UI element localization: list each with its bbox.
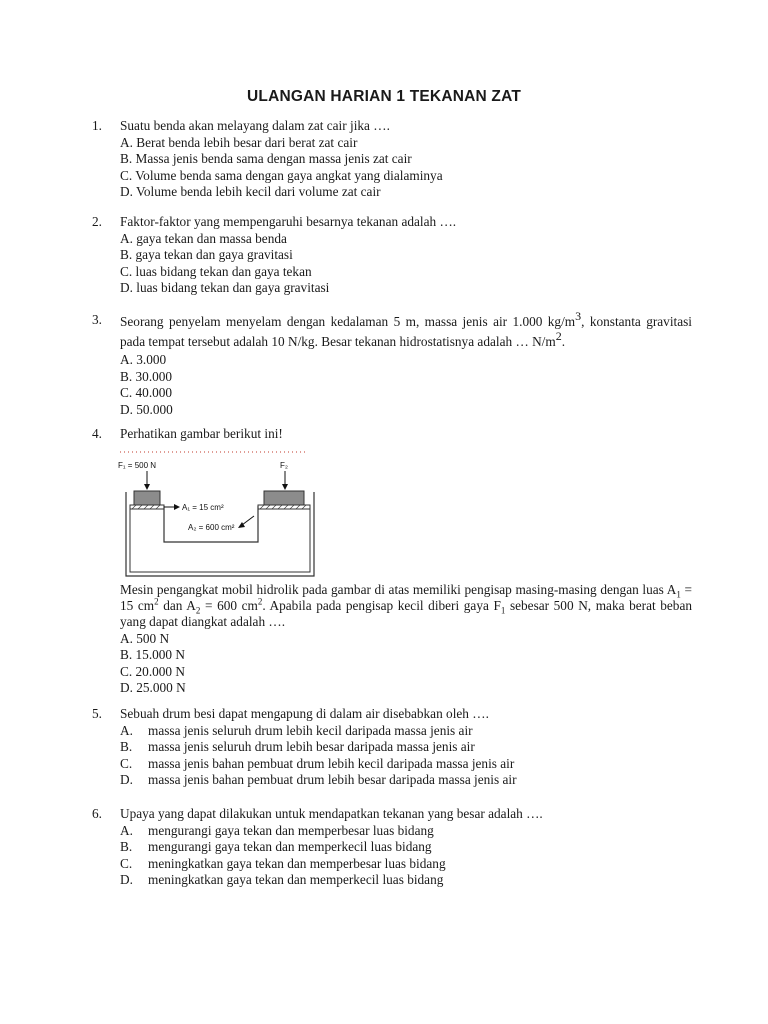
question-4-body (92, 582, 692, 697)
option-text: massa jenis bahan pembuat drum lebih kecil daripada massa jenis air (148, 755, 515, 771)
option-a (120, 823, 692, 840)
f1-arrowhead (144, 484, 150, 490)
option-d: D. luas bidang tekan dan gaya gravitasi (120, 280, 330, 296)
f2-arrowhead (282, 484, 288, 490)
option-d: D. 25.000 N (120, 680, 186, 696)
option-letter: A. (120, 822, 133, 838)
question-4 (92, 426, 692, 443)
large-load (264, 491, 304, 505)
option-text: meningkatkan gaya tekan dan memperkecil luas bidang (148, 872, 444, 888)
question-number: 1. (92, 118, 102, 133)
para-text: sebesar 500 N, maka berat beban yang dapat diangkat adalah …. (120, 598, 692, 630)
question-stem: Upaya yang dapat dilakukan untuk mendapatkan tekanan yang besar adalah …. (120, 806, 543, 821)
hydraulic-press-diagram (118, 446, 322, 580)
option-text: meningkatkan gaya tekan dan memperbesar luas bidang (148, 855, 446, 871)
stem-text: Seorang penyelam menyelam dengan kedalaman 5 m, massa jenis air 1.000 kg/m (120, 314, 576, 329)
question-paragraph (120, 582, 692, 631)
para-text: = 15 cm (120, 582, 692, 614)
option-d: D. 50.000 (120, 401, 173, 417)
option-c: C. Volume benda sama dengan gaya angkat yang dialaminya (120, 167, 443, 183)
a2-label: A₂ = 600 cm² (188, 523, 235, 532)
option-c: C. 20.000 N (120, 663, 186, 679)
para-subscript: 2 (195, 605, 201, 616)
question-2 (92, 214, 692, 297)
option-text: mengurangi gaya tekan dan memperbesar luas bidang (148, 822, 434, 838)
question-stem: Faktor-faktor yang mempengaruhi besarnya tekanan adalah …. (120, 214, 457, 229)
option-c (120, 856, 692, 873)
vessel-inner-wall (130, 506, 310, 572)
question-5 (92, 706, 692, 789)
a1-arrowhead (174, 504, 180, 510)
question-number: 6. (92, 806, 102, 821)
question-number: 4. (92, 426, 102, 441)
para-superscript: 2 (154, 596, 159, 607)
para-text: . Apabila pada pengisap kecil diberi gaya F (262, 598, 501, 614)
small-load (134, 491, 160, 505)
f1-label: F₁ = 500 N (118, 461, 157, 470)
option-c: C. 40.000 (120, 385, 173, 401)
option-b: B. 30.000 (120, 368, 173, 384)
question-number: 2. (92, 214, 102, 229)
option-letter: D. (120, 872, 133, 888)
stem-text: . (561, 334, 566, 349)
option-text: massa jenis bahan pembuat drum lebih besar daripada massa jenis air (148, 772, 517, 788)
question-stem: Perhatikan gambar berikut ini! (120, 426, 283, 441)
option-b: B. gaya tekan dan gaya gravitasi (120, 247, 293, 263)
option-letter: C. (120, 755, 133, 771)
option-letter: B. (120, 839, 133, 855)
stem-text: , konstanta gravitasi pada tempat tersebut adalah 10 N/kg. Besar tekanan hidrostatisnya adalah … N/m (120, 314, 692, 349)
para-subscript: 1 (500, 605, 506, 616)
para-superscript: 2 (257, 596, 263, 607)
option-c (120, 756, 692, 773)
para-text: Mesin pengangkat mobil hidrolik pada gambar di atas memiliki pengisap masing-masing dengan luas A (120, 582, 677, 597)
option-a: A. Berat benda lebih besar dari berat zat cair (120, 134, 358, 150)
option-d (120, 872, 692, 889)
option-letter: C. (120, 855, 133, 871)
stem-superscript: 2 (555, 329, 562, 343)
option-b (120, 739, 692, 756)
option-text: massa jenis seluruh drum lebih besar daripada massa jenis air (148, 739, 475, 755)
para-text: = 600 cm (200, 598, 258, 614)
question-stem: Suatu benda akan melayang dalam zat cair jika …. (120, 118, 390, 133)
page-title: ULANGAN HARIAN 1 TEKANAN ZAT (247, 88, 521, 105)
option-a (120, 723, 692, 740)
f2-label: F₂ (280, 461, 288, 470)
option-text: massa jenis seluruh drum lebih kecil daripada massa jenis air (148, 722, 473, 738)
option-letter: A. (120, 722, 133, 738)
option-c: C. luas bidang tekan dan gaya tekan (120, 263, 312, 279)
a1-label: A₁ = 15 cm² (182, 503, 224, 512)
para-text: dan A (158, 598, 196, 614)
option-letter: B. (120, 739, 133, 755)
a2-arrowhead (238, 522, 245, 528)
para-subscript: 1 (676, 589, 681, 600)
question-stem: Sebuah drum besi dapat mengapung di dalam air disebabkan oleh …. (120, 706, 489, 721)
question-1 (92, 118, 692, 201)
a2-arrow (242, 516, 254, 525)
question-3 (92, 309, 692, 418)
option-b: B. Massa jenis benda sama dengan massa jenis zat cair (120, 151, 412, 167)
option-b (120, 839, 692, 856)
option-a: A. 3.000 (120, 352, 167, 367)
option-letter: D. (120, 772, 133, 788)
question-number: 5. (92, 706, 102, 721)
question-stem (120, 309, 692, 352)
option-b: B. 15.000 N (120, 647, 186, 663)
option-d: D. Volume benda lebih kecil dari volume zat cair (120, 184, 381, 200)
option-text: mengurangi gaya tekan dan memperkecil luas bidang (148, 839, 432, 855)
stem-superscript: 3 (575, 309, 582, 323)
option-a: A. 500 N (120, 630, 170, 646)
question-number: 3. (92, 312, 102, 327)
question-6 (92, 806, 692, 889)
option-a: A. gaya tekan dan massa benda (120, 230, 287, 246)
option-d (120, 772, 692, 789)
